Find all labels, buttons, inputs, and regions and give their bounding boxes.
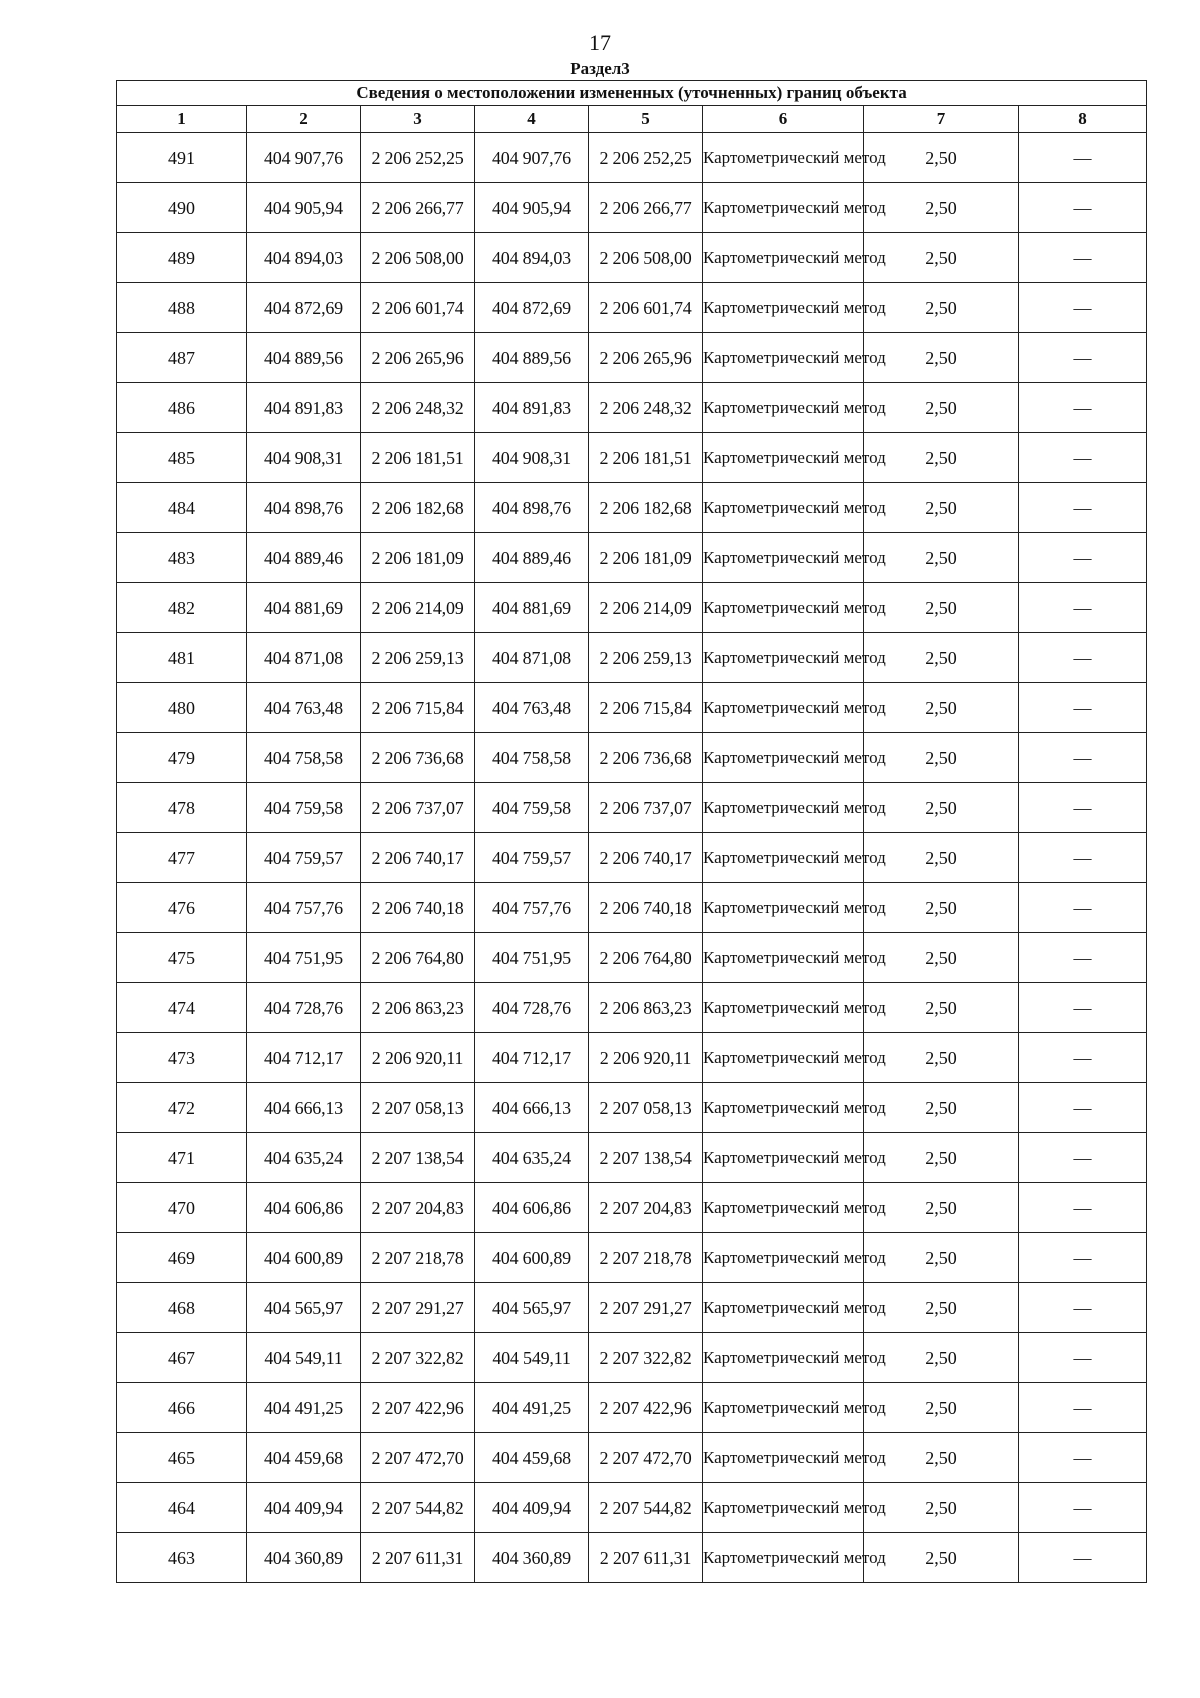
cell-method: Картометрический метод	[703, 983, 864, 1033]
cell-description: —	[1019, 983, 1147, 1033]
table-row	[117, 683, 1147, 733]
cell-accuracy: 2,50	[864, 583, 1019, 633]
cell-y-existing: 2 206 181,51	[361, 433, 475, 483]
table-row	[117, 1433, 1147, 1483]
cell-y-new: 2 207 291,27	[589, 1283, 703, 1333]
cell-x-existing: 404 894,03	[247, 233, 361, 283]
cell-description: —	[1019, 283, 1147, 333]
cell-x-new: 404 549,11	[475, 1333, 589, 1383]
cell-description: —	[1019, 1383, 1147, 1433]
table-row	[117, 283, 1147, 333]
cell-y-existing: 2 207 472,70	[361, 1433, 475, 1483]
cell-x-existing: 404 889,56	[247, 333, 361, 383]
cell-accuracy: 2,50	[864, 1333, 1019, 1383]
cell-x-new: 404 728,76	[475, 983, 589, 1033]
cell-point-number: 486	[117, 383, 247, 433]
cell-point-number: 463	[117, 1533, 247, 1583]
column-number: 1	[117, 106, 247, 133]
cell-method: Картометрический метод	[703, 383, 864, 433]
cell-x-new: 404 759,57	[475, 833, 589, 883]
cell-description: —	[1019, 1483, 1147, 1533]
cell-method: Картометрический метод	[703, 1033, 864, 1083]
cell-method: Картометрический метод	[703, 683, 864, 733]
cell-x-existing: 404 871,08	[247, 633, 361, 683]
cell-y-new: 2 206 248,32	[589, 383, 703, 433]
table-row	[117, 383, 1147, 433]
cell-accuracy: 2,50	[864, 483, 1019, 533]
table-caption: Сведения о местоположении измененных (уточненных) границ объекта	[117, 81, 1147, 106]
cell-description: —	[1019, 733, 1147, 783]
cell-description: —	[1019, 1433, 1147, 1483]
cell-y-new: 2 207 058,13	[589, 1083, 703, 1133]
cell-x-existing: 404 759,57	[247, 833, 361, 883]
cell-y-new: 2 206 265,96	[589, 333, 703, 383]
cell-x-new: 404 757,76	[475, 883, 589, 933]
cell-method: Картометрический метод	[703, 883, 864, 933]
cell-y-new: 2 206 601,74	[589, 283, 703, 333]
cell-y-existing: 2 206 214,09	[361, 583, 475, 633]
cell-method: Картометрический метод	[703, 1083, 864, 1133]
cell-description: —	[1019, 1033, 1147, 1083]
cell-y-new: 2 206 736,68	[589, 733, 703, 783]
cell-accuracy: 2,50	[864, 1133, 1019, 1183]
column-number: 4	[475, 106, 589, 133]
cell-point-number: 485	[117, 433, 247, 483]
table-row	[117, 1483, 1147, 1533]
cell-x-new: 404 565,97	[475, 1283, 589, 1333]
cell-description: —	[1019, 383, 1147, 433]
cell-x-new: 404 751,95	[475, 933, 589, 983]
column-number: 5	[589, 106, 703, 133]
cell-x-new: 404 908,31	[475, 433, 589, 483]
cell-method: Картометрический метод	[703, 1483, 864, 1533]
cell-y-new: 2 206 508,00	[589, 233, 703, 283]
cell-description: —	[1019, 1283, 1147, 1333]
table-row	[117, 1083, 1147, 1133]
cell-method: Картометрический метод	[703, 633, 864, 683]
cell-x-existing: 404 635,24	[247, 1133, 361, 1183]
column-number: 7	[864, 106, 1019, 133]
cell-method: Картометрический метод	[703, 1383, 864, 1433]
cell-x-existing: 404 872,69	[247, 283, 361, 333]
table-row	[117, 183, 1147, 233]
cell-point-number: 465	[117, 1433, 247, 1483]
cell-y-new: 2 207 204,83	[589, 1183, 703, 1233]
cell-y-new: 2 206 863,23	[589, 983, 703, 1033]
cell-x-existing: 404 763,48	[247, 683, 361, 733]
cell-y-new: 2 207 218,78	[589, 1233, 703, 1283]
cell-method: Картометрический метод	[703, 783, 864, 833]
cell-method: Картометрический метод	[703, 283, 864, 333]
cell-description: —	[1019, 683, 1147, 733]
cell-y-new: 2 207 472,70	[589, 1433, 703, 1483]
cell-x-existing: 404 565,97	[247, 1283, 361, 1333]
cell-accuracy: 2,50	[864, 633, 1019, 683]
cell-y-new: 2 207 322,82	[589, 1333, 703, 1383]
cell-description: —	[1019, 1233, 1147, 1283]
cell-description: —	[1019, 1083, 1147, 1133]
cell-accuracy: 2,50	[864, 883, 1019, 933]
cell-point-number: 467	[117, 1333, 247, 1383]
cell-x-new: 404 666,13	[475, 1083, 589, 1133]
cell-x-existing: 404 360,89	[247, 1533, 361, 1583]
cell-y-existing: 2 207 611,31	[361, 1533, 475, 1583]
cell-y-new: 2 206 715,84	[589, 683, 703, 733]
table-row	[117, 1133, 1147, 1183]
cell-accuracy: 2,50	[864, 983, 1019, 1033]
table-row	[117, 833, 1147, 883]
cell-x-new: 404 889,56	[475, 333, 589, 383]
cell-point-number: 481	[117, 633, 247, 683]
table-row	[117, 1283, 1147, 1333]
cell-y-existing: 2 207 422,96	[361, 1383, 475, 1433]
cell-accuracy: 2,50	[864, 333, 1019, 383]
cell-method: Картометрический метод	[703, 1333, 864, 1383]
cell-y-existing: 2 207 058,13	[361, 1083, 475, 1133]
cell-x-existing: 404 759,58	[247, 783, 361, 833]
table-body	[117, 133, 1147, 1583]
cell-y-existing: 2 206 508,00	[361, 233, 475, 283]
cell-x-existing: 404 491,25	[247, 1383, 361, 1433]
cell-method: Картометрический метод	[703, 483, 864, 533]
cell-x-existing: 404 905,94	[247, 183, 361, 233]
cell-y-existing: 2 207 291,27	[361, 1283, 475, 1333]
cell-accuracy: 2,50	[864, 833, 1019, 883]
cell-x-new: 404 907,76	[475, 133, 589, 183]
cell-x-existing: 404 606,86	[247, 1183, 361, 1233]
cell-accuracy: 2,50	[864, 1083, 1019, 1133]
cell-method: Картометрический метод	[703, 1533, 864, 1583]
cell-y-existing: 2 206 265,96	[361, 333, 475, 383]
cell-description: —	[1019, 183, 1147, 233]
cell-x-new: 404 881,69	[475, 583, 589, 633]
cell-point-number: 477	[117, 833, 247, 883]
cell-y-existing: 2 207 322,82	[361, 1333, 475, 1383]
cell-accuracy: 2,50	[864, 733, 1019, 783]
cell-method: Картометрический метод	[703, 1183, 864, 1233]
cell-point-number: 464	[117, 1483, 247, 1533]
table-row	[117, 583, 1147, 633]
column-number: 2	[247, 106, 361, 133]
cell-y-new: 2 206 740,17	[589, 833, 703, 883]
cell-x-existing: 404 907,76	[247, 133, 361, 183]
cell-description: —	[1019, 1133, 1147, 1183]
cell-y-new: 2 206 740,18	[589, 883, 703, 933]
cell-method: Картометрический метод	[703, 133, 864, 183]
cell-method: Картометрический метод	[703, 1133, 864, 1183]
cell-x-existing: 404 409,94	[247, 1483, 361, 1533]
cell-y-new: 2 206 181,09	[589, 533, 703, 583]
table-row	[117, 1383, 1147, 1433]
cell-point-number: 466	[117, 1383, 247, 1433]
cell-y-new: 2 206 920,11	[589, 1033, 703, 1083]
cell-point-number: 480	[117, 683, 247, 733]
cell-accuracy: 2,50	[864, 683, 1019, 733]
cell-x-new: 404 763,48	[475, 683, 589, 733]
column-number-row	[117, 106, 1147, 133]
cell-x-new: 404 409,94	[475, 1483, 589, 1533]
cell-x-existing: 404 666,13	[247, 1083, 361, 1133]
cell-method: Картометрический метод	[703, 233, 864, 283]
cell-description: —	[1019, 783, 1147, 833]
cell-y-new: 2 206 737,07	[589, 783, 703, 833]
cell-description: —	[1019, 633, 1147, 683]
cell-description: —	[1019, 533, 1147, 583]
cell-y-new: 2 206 252,25	[589, 133, 703, 183]
cell-x-new: 404 894,03	[475, 233, 589, 283]
table-row	[117, 533, 1147, 583]
cell-y-new: 2 207 138,54	[589, 1133, 703, 1183]
cell-accuracy: 2,50	[864, 1283, 1019, 1333]
table-row	[117, 933, 1147, 983]
cell-method: Картометрический метод	[703, 733, 864, 783]
cell-x-existing: 404 898,76	[247, 483, 361, 533]
cell-y-existing: 2 207 138,54	[361, 1133, 475, 1183]
cell-x-existing: 404 751,95	[247, 933, 361, 983]
cell-point-number: 479	[117, 733, 247, 783]
cell-y-new: 2 207 611,31	[589, 1533, 703, 1583]
cell-method: Картометрический метод	[703, 433, 864, 483]
cell-x-existing: 404 881,69	[247, 583, 361, 633]
cell-accuracy: 2,50	[864, 383, 1019, 433]
cell-x-existing: 404 712,17	[247, 1033, 361, 1083]
cell-y-new: 2 207 544,82	[589, 1483, 703, 1533]
cell-accuracy: 2,50	[864, 233, 1019, 283]
cell-x-new: 404 600,89	[475, 1233, 589, 1283]
cell-description: —	[1019, 433, 1147, 483]
cell-y-existing: 2 206 764,80	[361, 933, 475, 983]
column-number: 6	[703, 106, 864, 133]
cell-x-existing: 404 728,76	[247, 983, 361, 1033]
cell-description: —	[1019, 1183, 1147, 1233]
cell-x-new: 404 360,89	[475, 1533, 589, 1583]
table-row	[117, 983, 1147, 1033]
cell-point-number: 475	[117, 933, 247, 983]
cell-point-number: 478	[117, 783, 247, 833]
cell-point-number: 489	[117, 233, 247, 283]
cell-y-existing: 2 206 736,68	[361, 733, 475, 783]
cell-y-existing: 2 206 863,23	[361, 983, 475, 1033]
cell-x-existing: 404 758,58	[247, 733, 361, 783]
cell-description: —	[1019, 1333, 1147, 1383]
cell-x-new: 404 898,76	[475, 483, 589, 533]
table-row	[117, 133, 1147, 183]
cell-x-existing: 404 600,89	[247, 1233, 361, 1283]
cell-accuracy: 2,50	[864, 1433, 1019, 1483]
cell-y-existing: 2 206 248,32	[361, 383, 475, 433]
cell-y-new: 2 206 181,51	[589, 433, 703, 483]
cell-method: Картометрический метод	[703, 183, 864, 233]
table-caption-row	[117, 81, 1147, 106]
section-title: Раздел3	[570, 59, 630, 78]
cell-y-existing: 2 206 266,77	[361, 183, 475, 233]
column-number: 8	[1019, 106, 1147, 133]
table-row	[117, 433, 1147, 483]
cell-method: Картометрический метод	[703, 1283, 864, 1333]
table-row	[117, 1233, 1147, 1283]
cell-description: —	[1019, 933, 1147, 983]
cell-y-existing: 2 207 204,83	[361, 1183, 475, 1233]
cell-point-number: 491	[117, 133, 247, 183]
cell-x-new: 404 606,86	[475, 1183, 589, 1233]
cell-accuracy: 2,50	[864, 1033, 1019, 1083]
column-number: 3	[361, 106, 475, 133]
cell-x-new: 404 759,58	[475, 783, 589, 833]
cell-method: Картометрический метод	[703, 583, 864, 633]
cell-point-number: 471	[117, 1133, 247, 1183]
table-row	[117, 633, 1147, 683]
cell-x-existing: 404 549,11	[247, 1333, 361, 1383]
cell-y-new: 2 206 214,09	[589, 583, 703, 633]
cell-method: Картометрический метод	[703, 933, 864, 983]
cell-point-number: 482	[117, 583, 247, 633]
table-row	[117, 883, 1147, 933]
table-row	[117, 1333, 1147, 1383]
cell-description: —	[1019, 333, 1147, 383]
cell-x-existing: 404 891,83	[247, 383, 361, 433]
page-number: 17	[589, 30, 611, 55]
cell-accuracy: 2,50	[864, 1233, 1019, 1283]
cell-x-new: 404 872,69	[475, 283, 589, 333]
cell-x-new: 404 889,46	[475, 533, 589, 583]
cell-point-number: 487	[117, 333, 247, 383]
cell-description: —	[1019, 833, 1147, 883]
cell-x-new: 404 905,94	[475, 183, 589, 233]
boundary-coordinates-table	[116, 80, 1147, 1583]
cell-accuracy: 2,50	[864, 933, 1019, 983]
table-row	[117, 1033, 1147, 1083]
cell-y-new: 2 206 182,68	[589, 483, 703, 533]
cell-y-existing: 2 206 715,84	[361, 683, 475, 733]
cell-x-new: 404 459,68	[475, 1433, 589, 1483]
cell-y-existing: 2 206 182,68	[361, 483, 475, 533]
cell-y-existing: 2 206 737,07	[361, 783, 475, 833]
cell-method: Картометрический метод	[703, 1233, 864, 1283]
cell-y-existing: 2 206 181,09	[361, 533, 475, 583]
cell-method: Картометрический метод	[703, 533, 864, 583]
cell-point-number: 488	[117, 283, 247, 333]
cell-point-number: 474	[117, 983, 247, 1033]
cell-method: Картометрический метод	[703, 833, 864, 883]
table-row	[117, 1183, 1147, 1233]
cell-x-existing: 404 889,46	[247, 533, 361, 583]
cell-method: Картометрический метод	[703, 333, 864, 383]
cell-accuracy: 2,50	[864, 1183, 1019, 1233]
cell-y-new: 2 206 764,80	[589, 933, 703, 983]
cell-description: —	[1019, 883, 1147, 933]
cell-point-number: 473	[117, 1033, 247, 1083]
cell-accuracy: 2,50	[864, 1383, 1019, 1433]
cell-y-new: 2 207 422,96	[589, 1383, 703, 1433]
cell-x-existing: 404 459,68	[247, 1433, 361, 1483]
cell-point-number: 472	[117, 1083, 247, 1133]
cell-point-number: 469	[117, 1233, 247, 1283]
cell-point-number: 490	[117, 183, 247, 233]
cell-x-new: 404 712,17	[475, 1033, 589, 1083]
cell-x-new: 404 758,58	[475, 733, 589, 783]
table-row	[117, 783, 1147, 833]
cell-x-new: 404 871,08	[475, 633, 589, 683]
cell-y-existing: 2 206 920,11	[361, 1033, 475, 1083]
cell-x-new: 404 635,24	[475, 1133, 589, 1183]
table-row	[117, 733, 1147, 783]
cell-point-number: 483	[117, 533, 247, 583]
table-row	[117, 1533, 1147, 1583]
cell-accuracy: 2,50	[864, 433, 1019, 483]
cell-accuracy: 2,50	[864, 783, 1019, 833]
cell-point-number: 484	[117, 483, 247, 533]
cell-accuracy: 2,50	[864, 1533, 1019, 1583]
table-row	[117, 333, 1147, 383]
cell-y-existing: 2 207 218,78	[361, 1233, 475, 1283]
table-row	[117, 483, 1147, 533]
cell-y-existing: 2 207 544,82	[361, 1483, 475, 1533]
cell-y-existing: 2 206 740,17	[361, 833, 475, 883]
cell-accuracy: 2,50	[864, 183, 1019, 233]
cell-accuracy: 2,50	[864, 133, 1019, 183]
cell-y-new: 2 206 266,77	[589, 183, 703, 233]
table-row	[117, 233, 1147, 283]
cell-description: —	[1019, 1533, 1147, 1583]
cell-description: —	[1019, 233, 1147, 283]
cell-x-existing: 404 908,31	[247, 433, 361, 483]
cell-y-existing: 2 206 740,18	[361, 883, 475, 933]
cell-y-existing: 2 206 259,13	[361, 633, 475, 683]
cell-method: Картометрический метод	[703, 1433, 864, 1483]
cell-description: —	[1019, 583, 1147, 633]
cell-accuracy: 2,50	[864, 283, 1019, 333]
cell-y-existing: 2 206 601,74	[361, 283, 475, 333]
cell-description: —	[1019, 483, 1147, 533]
cell-accuracy: 2,50	[864, 533, 1019, 583]
cell-point-number: 476	[117, 883, 247, 933]
cell-x-existing: 404 757,76	[247, 883, 361, 933]
cell-point-number: 470	[117, 1183, 247, 1233]
cell-accuracy: 2,50	[864, 1483, 1019, 1533]
cell-point-number: 468	[117, 1283, 247, 1333]
cell-x-new: 404 891,83	[475, 383, 589, 433]
cell-y-new: 2 206 259,13	[589, 633, 703, 683]
cell-y-existing: 2 206 252,25	[361, 133, 475, 183]
cell-description: —	[1019, 133, 1147, 183]
cell-x-new: 404 491,25	[475, 1383, 589, 1433]
